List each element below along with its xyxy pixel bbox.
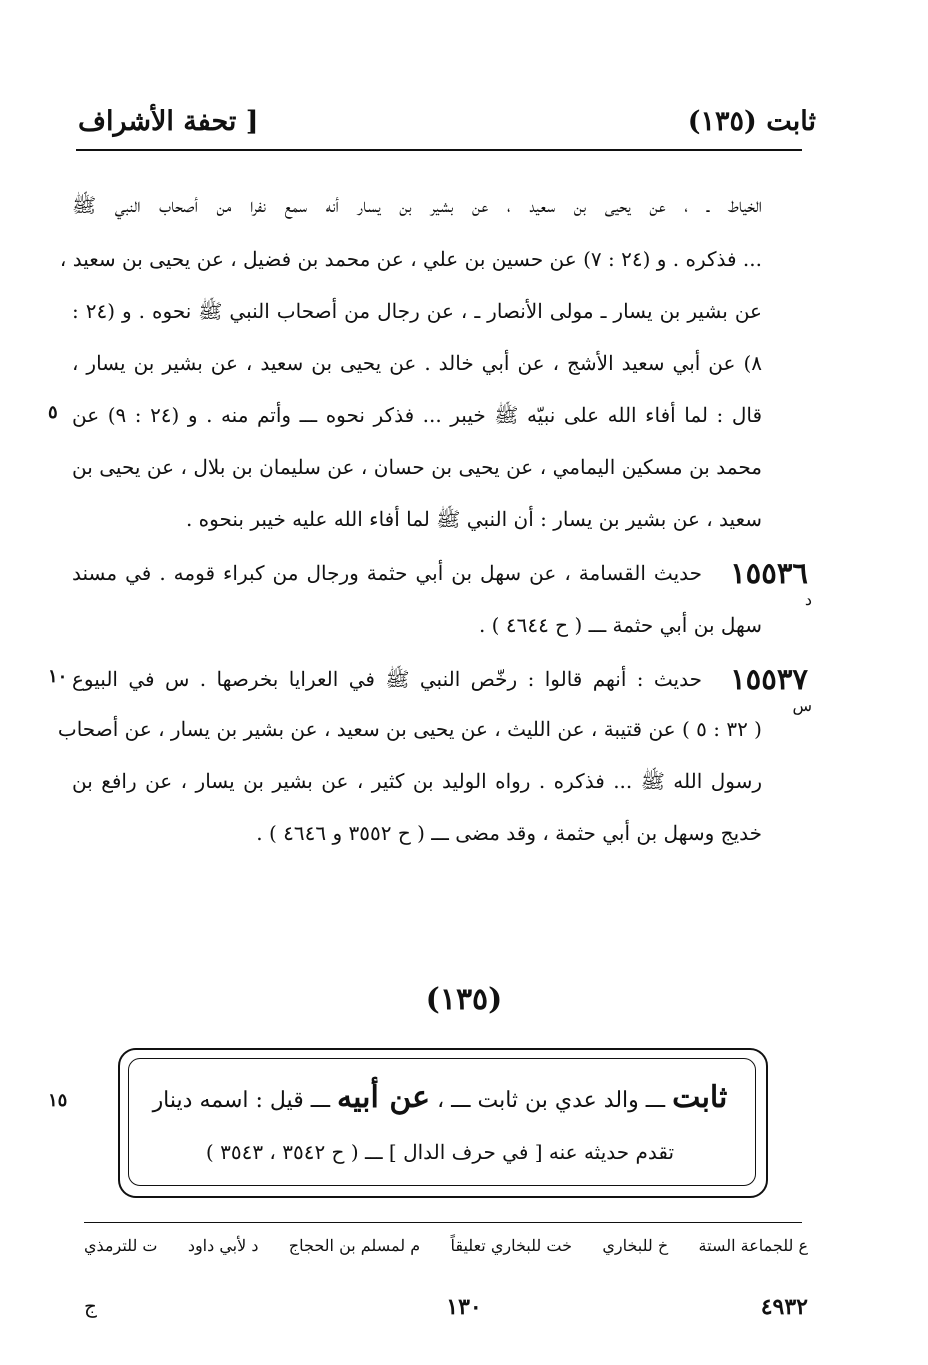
section-number: (١٣٥) — [425, 982, 503, 1017]
running-header-section: ثابت (١٣٥) — [687, 106, 816, 137]
page-number: ١٣٠ — [446, 1294, 482, 1320]
margin-line-number: ١٠ — [48, 666, 68, 687]
margin-line-number: ٥ — [48, 402, 58, 423]
hadith-line: سهل بن أبي حثمة ـــ ( ح ٤٦٤٤ ) . — [478, 613, 762, 637]
body-line: قال : لما أفاء الله على نبيّه ﷺ خيبر ... فذكر نحوه ـــ وأتم منه . و (٢٤ : ٩) عن — [72, 403, 763, 427]
margin-line-number: ١٥ — [48, 1090, 68, 1111]
running-header-book-title: [ تحفة الأشراف — [78, 106, 259, 137]
hadith-line: ( ٣٢ : ٥ ) عن قتيبة ، عن الليث ، عن يحيى بن سعيد ، عن بشير بن يسار ، عن أصحاب — [57, 717, 762, 741]
narrator-description: ـــ والد عدي بن ثابت ـــ ، — [437, 1088, 666, 1113]
footer-rule — [84, 1222, 802, 1223]
narrator-box-title — [140, 1080, 740, 1115]
body-line: محمد بن مسكين اليمامي ، عن يحيى بن حسان ، عن سليمان بن بلال ، عن يحيى بن — [72, 455, 762, 479]
signature-mark: ج — [84, 1294, 97, 1318]
narrator-box-inner-frame — [128, 1058, 756, 1186]
volume-page-ref: ٤٩٣٢ — [760, 1294, 808, 1320]
narrator-name-note: ـــ قيل : اسمه دينار — [152, 1088, 331, 1113]
abbrev-item: ت للترمذي — [84, 1236, 158, 1255]
narrator-from-father: عن أبيه — [337, 1080, 431, 1115]
hadith-line: خديج وسهل بن أبي حثمة ، وقد مضى ـــ ( ح ٣٥٥٢ و ٤٦٤٦ ) . — [256, 821, 762, 845]
abbrev-item: خ للبخاري — [602, 1236, 669, 1255]
abbrev-item: د لأبي داود — [187, 1236, 259, 1255]
hadith-number: ١٥٥٣٧ — [730, 662, 808, 696]
abbrev-item: م لمسلم بن الحجاج — [288, 1236, 421, 1255]
body-line: سعيد ، عن بشير بن يسار : أن النبي ﷺ لما أفاء الله عليه خيبر بنحوه . — [185, 507, 762, 531]
body-line: عن بشير بن يسار ـ مولى الأنصار ـ ، عن رجال من أصحاب النبي ﷺ نحوه . و (٢٤ : — [72, 299, 762, 323]
margin-symbol: س — [792, 696, 812, 715]
margin-symbol: د — [804, 590, 812, 609]
abbreviation-key — [84, 1236, 808, 1255]
body-line: ٨) عن أبي سعيد الأشج ، عن أبي خالد . عن يحيى بن سعيد ، عن بشير بن يسار ، — [72, 351, 762, 375]
narrator-name: ثابت — [672, 1080, 728, 1115]
abbrev-item: ع للجماعة الستة — [698, 1236, 808, 1255]
narrator-box-reference: تقدم حديثه عنه [ في حرف الدال ] ـــ ( ح ٣٥٤٢ ، ٣٥٤٣ ) — [205, 1140, 675, 1164]
hadith-line: حديث القسامة ، عن سهل بن أبي حثمة ورجال من كبراء قومه . في مسند — [72, 561, 702, 585]
body-line: ... فذكره . و (٢٤ : ٧) عن حسين بن علي ، عن محمد بن فضيل ، عن يحيى بن سعيد ، — [59, 247, 762, 271]
hadith-number: ١٥٥٣٦ — [730, 556, 808, 590]
hadith-line: رسول الله ﷺ ... فذكره . رواه الوليد بن كثير ، عن بشير بن يسار ، عن رافع بن — [72, 769, 762, 793]
body-line: الخياط ـ ، عن يحيى بن سعيد ، عن بشير بن يسار أنه سمع نفرا من أصحاب النبي ﷺ — [72, 193, 762, 217]
abbrev-item: خت للبخاري تعليقاً — [450, 1236, 572, 1255]
header-rule — [76, 149, 802, 151]
hadith-line: حديث : أنهم قالوا : رخّص النبي ﷺ في العرايا بخرصها . س في البيوع — [72, 667, 702, 691]
